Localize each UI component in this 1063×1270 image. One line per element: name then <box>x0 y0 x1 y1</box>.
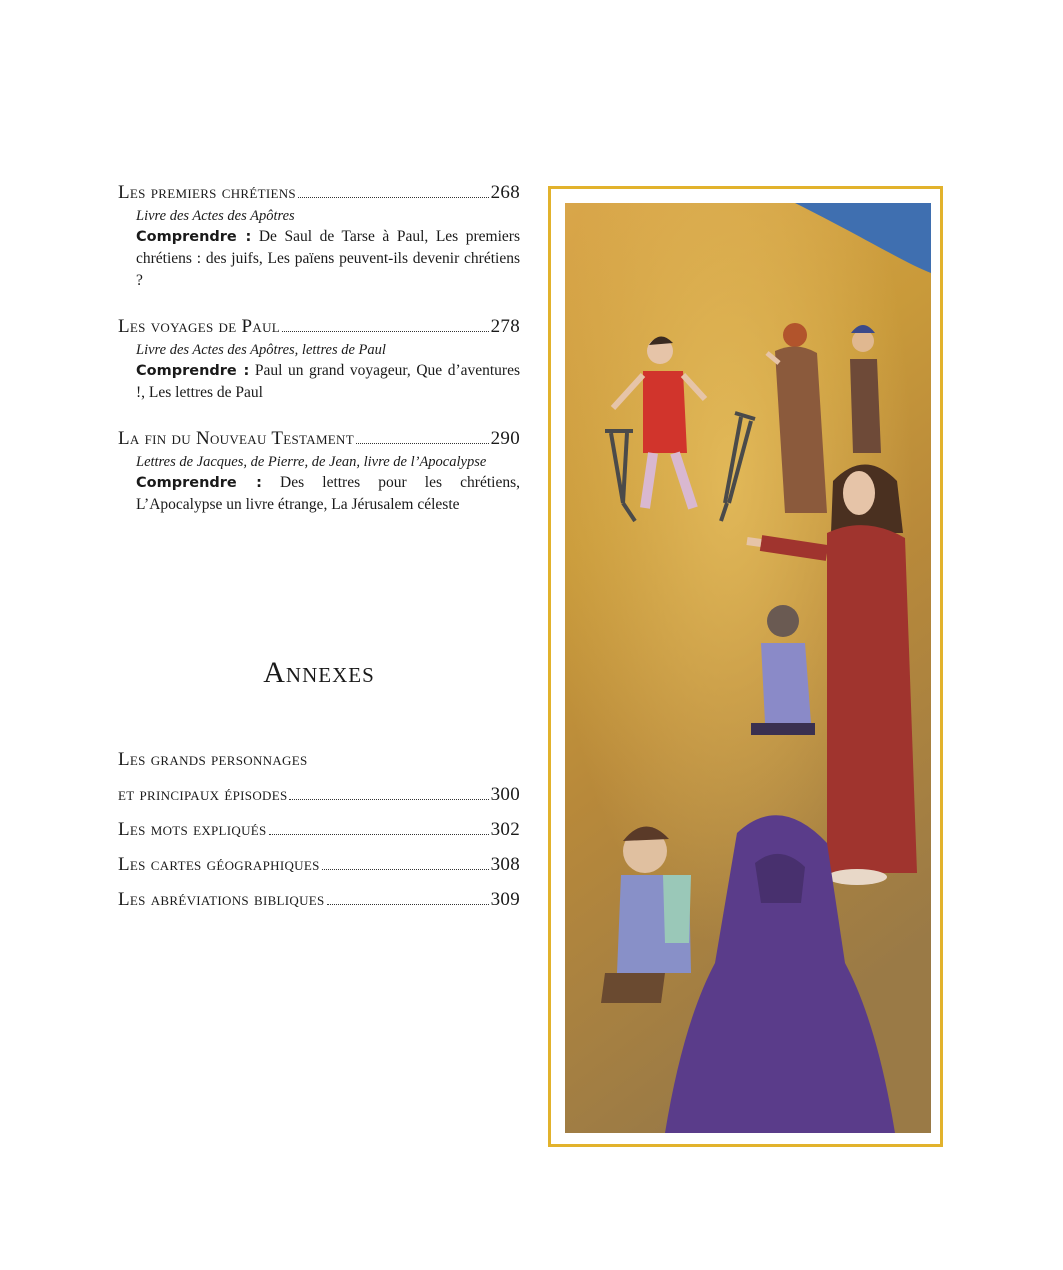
toc-entry[interactable] <box>118 426 520 516</box>
dot-leader <box>282 330 489 332</box>
comprendre-text: Paul un grand voyageur, Que d’aventures !, Les lettres de Paul <box>136 362 521 401</box>
toc-entry-comprendre <box>136 472 520 516</box>
annex-page-number: 300 <box>490 784 520 805</box>
toc-page-number: 278 <box>490 316 520 337</box>
annex-item[interactable] <box>118 742 520 777</box>
comprendre-label: Comprendre : <box>136 363 250 379</box>
dot-leader <box>269 833 489 835</box>
annexes-heading: Annexes <box>263 656 375 689</box>
toc-entry[interactable] <box>118 314 520 404</box>
toc-entry-source: Livre des Actes des Apôtres, lettres de Paul <box>136 342 386 358</box>
annexes-list <box>118 742 520 917</box>
toc-entry-source: Lettres de Jacques, de Pierre, de Jean, livre de l’Apocalypse <box>136 454 487 470</box>
toc-page-number: 290 <box>490 428 520 449</box>
toc-entry-comprendre <box>136 226 520 292</box>
toc-page-number: 268 <box>490 182 520 203</box>
annex-title[interactable]: Les mots expliqués <box>118 819 267 840</box>
annex-page-number: 308 <box>490 854 520 875</box>
comprendre-label: Comprendre : <box>136 229 252 245</box>
annex-item[interactable] <box>118 847 520 882</box>
annex-item[interactable] <box>118 882 520 917</box>
watercolor-painting <box>565 203 931 1133</box>
toc-entry-title[interactable]: La fin du Nouveau Testament <box>118 428 354 449</box>
annex-page-number: 309 <box>490 889 520 910</box>
annex-page-number: 302 <box>490 819 520 840</box>
toc-entry-source: Livre des Actes des Apôtres <box>136 208 295 224</box>
annex-item[interactable] <box>118 777 520 812</box>
dot-leader <box>289 798 488 800</box>
dot-leader <box>356 442 489 444</box>
annex-title[interactable]: et principaux épisodes <box>118 784 288 805</box>
illustration-frame <box>548 186 943 1147</box>
annex-title[interactable]: Les grands personnages <box>118 749 308 770</box>
table-of-contents <box>118 180 520 538</box>
dot-leader <box>298 196 489 198</box>
annex-item[interactable] <box>118 812 520 847</box>
annex-title[interactable]: Les abréviations bibliques <box>118 889 325 910</box>
comprendre-label: Comprendre : <box>136 475 262 491</box>
dot-leader <box>327 903 489 905</box>
comprendre-text: Des lettres pour les chrétiens, L’Apocalypse un livre étrange, La Jérusalem céleste <box>136 474 520 513</box>
annex-title[interactable]: Les cartes géographiques <box>118 854 320 875</box>
dot-leader <box>322 868 489 870</box>
toc-entry-title[interactable]: Les premiers chrétiens <box>118 182 296 203</box>
toc-entry-title[interactable]: Les voyages de Paul <box>118 316 281 337</box>
toc-entry-comprendre <box>136 360 520 404</box>
comprendre-text: De Saul de Tarse à Paul, Les premiers chrétiens : des juifs, Les païens peuvent-ils devenir chrétiens ? <box>136 228 520 289</box>
toc-entry[interactable] <box>118 180 520 292</box>
